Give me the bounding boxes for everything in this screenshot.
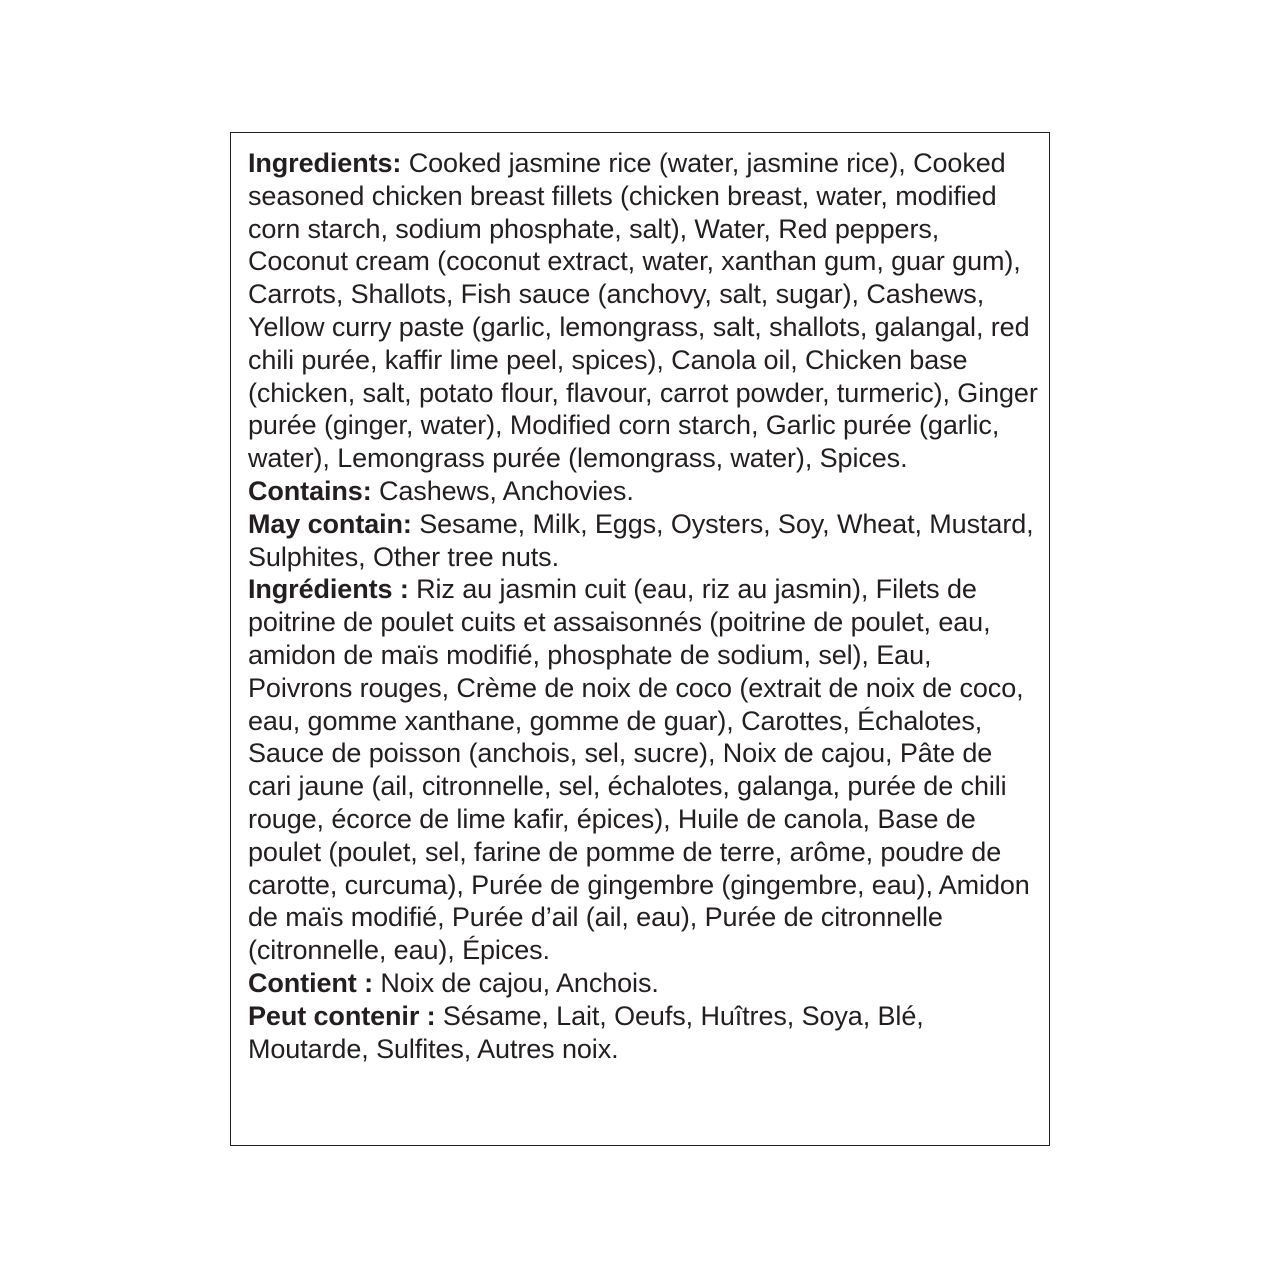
- may-contain-fr-paragraph: [248, 1000, 1039, 1066]
- ingredients-en-heading: Ingredients:: [248, 148, 402, 178]
- contains-fr-paragraph: [248, 967, 1039, 1000]
- contains-fr-heading: Contient :: [248, 967, 373, 998]
- ingredients-fr-paragraph: [248, 573, 1039, 967]
- may-contain-fr-text: Sésame, Lait, Oeufs, Huîtres, Soya, Blé, Moutarde, Sulfites, Autres noix.: [248, 1000, 924, 1064]
- contains-fr-text: Noix de cajou, Anchois.: [372, 967, 659, 998]
- ingredients-fr-heading: Ingrédients :: [248, 574, 409, 605]
- contains-en-paragraph: [248, 475, 1039, 508]
- ingredients-label-box: [230, 132, 1050, 1146]
- may-contain-fr-heading: Peut contenir :: [248, 1000, 436, 1031]
- contains-en-text: Cashews, Anchovies.: [371, 475, 634, 506]
- contains-en-heading: Contains:: [248, 475, 372, 506]
- may-contain-en-heading: May contain:: [248, 508, 412, 539]
- ingredients-en-text: Cooked jasmine rice (water, jasmine rice), Cooked seasoned chicken breast fillets (chicken breast, water, modified corn starch, sodium phosphate, salt), Water, Red peppers, Coconut cream (coconut extract, water, xanthan gum, guar gum), Carrots, Shallots, Fish sauce (anchovy, salt, sugar), Cashews, Yellow curry paste (garlic, lemongrass, salt, shallots, galangal, red chili purée, kaffir lime peel, spices), Canola oil, Chicken base (chicken, salt, potato flour, flavour, carrot powder, turmeric), Ginger purée (ginger, water), Modified corn starch, Garlic purée (garlic, water), Lemongrass purée (lemongrass, water), Spices.: [248, 148, 1038, 474]
- may-contain-en-paragraph: [248, 508, 1039, 574]
- ingredients-label-text: [248, 147, 1039, 1065]
- ingredients-en-paragraph: [248, 147, 1039, 475]
- ingredients-fr-text: Riz au jasmin cuit (eau, riz au jasmin), Filets de poitrine de poulet cuits et assaisonnés (poitrine de poulet, eau, amidon de maïs modifié, phosphate de sodium, sel), Eau, Poivrons rouges, Crème de noix de coco (extrait de noix de coco, eau, gomme xanthane, gomme de guar), Carottes, Échalotes, Sauce de poisson (anchois, sel, sucre), Noix de cajou, Pâte de cari jaune (ail, citronnelle, sel, échalotes, galanga, purée de chili rouge, écorce de lime kafir, épices), Huile de canola, Base de poulet (poulet, sel, farine de pomme de terre, arôme, poudre de carotte, curcuma), Purée de gingembre (gingembre, eau), Amidon de maïs modifié, Purée d’ail (ail, eau), Purée de citronnelle (citronnelle, eau), Épices.: [248, 574, 1030, 966]
- may-contain-en-text: Sesame, Milk, Eggs, Oysters, Soy, Wheat, Mustard, Sulphites, Other tree nuts.: [248, 508, 1034, 572]
